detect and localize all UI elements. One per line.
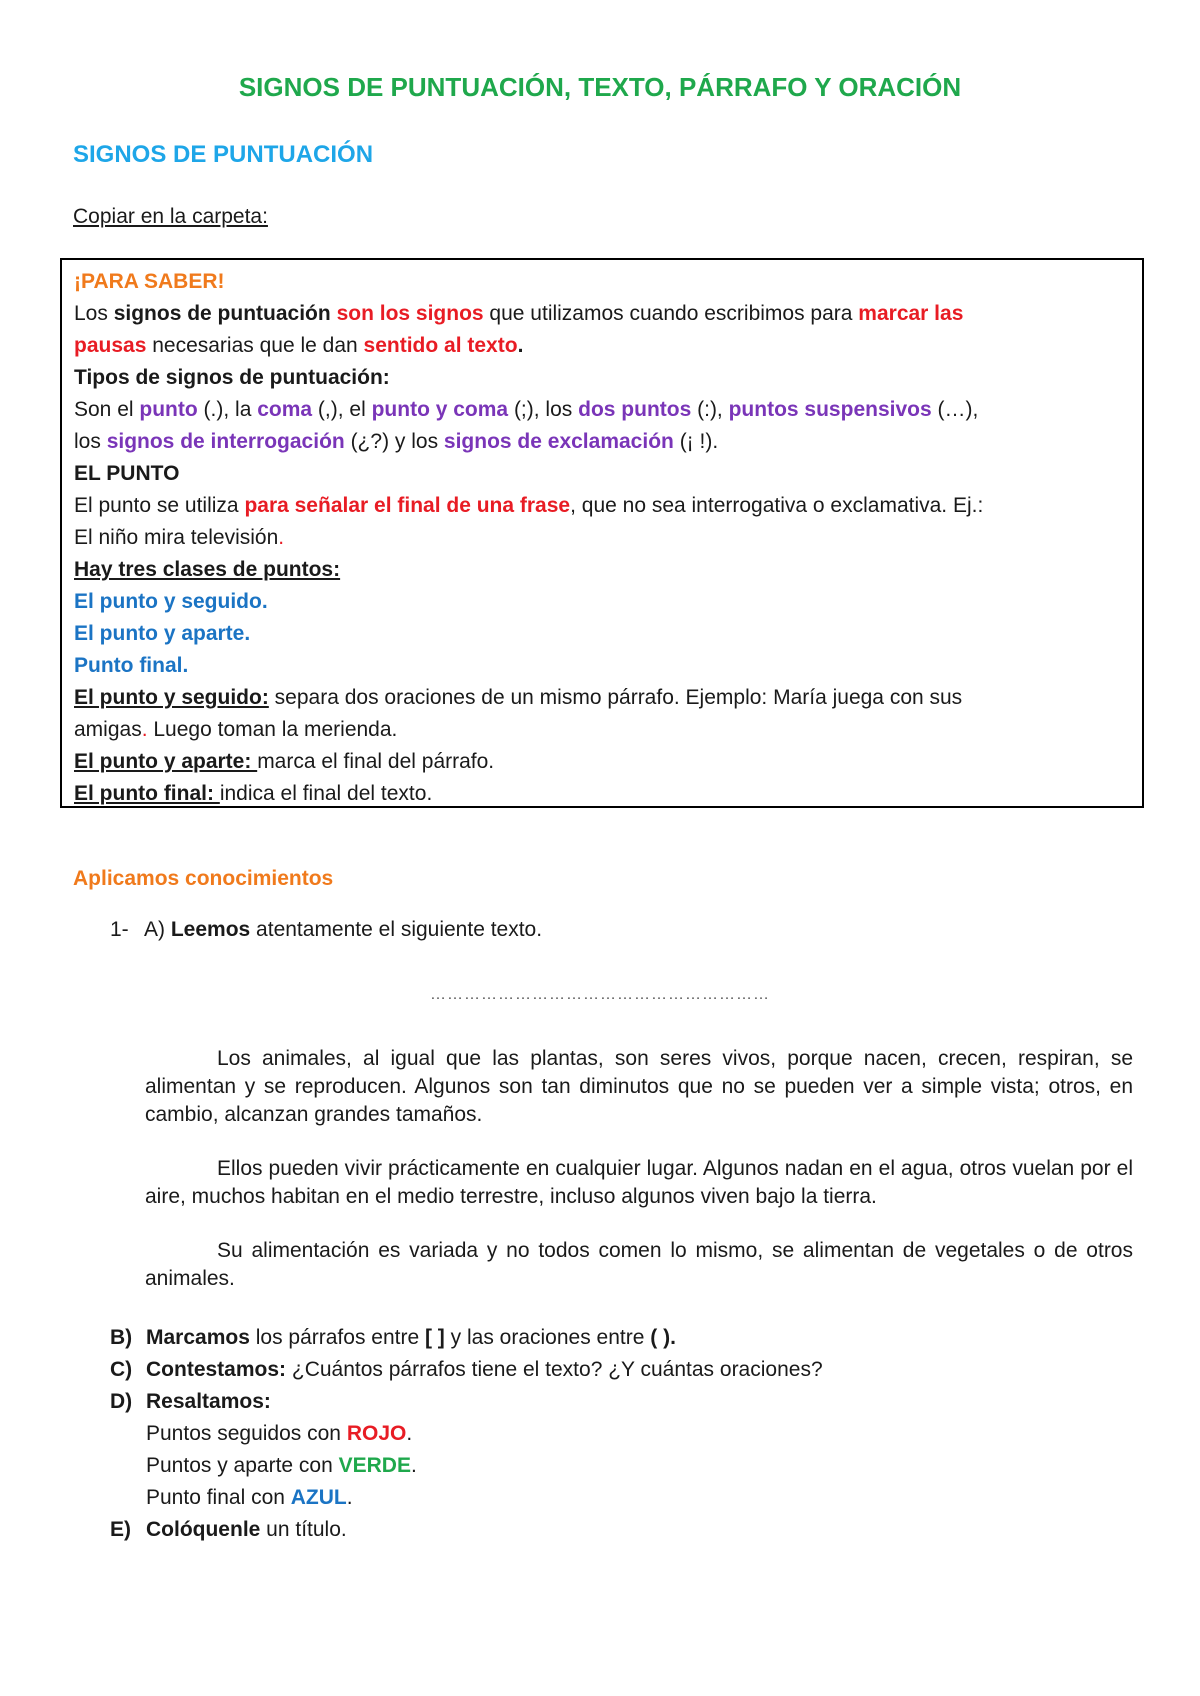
- text: Puntos y aparte con: [146, 1454, 339, 1477]
- box-line-1: [74, 298, 1130, 330]
- text-bold: El punto y seguido:: [74, 686, 269, 709]
- text-highlight: dos puntos: [578, 398, 692, 421]
- paragraph-1: Los animales, al igual que las plantas, son seres vivos, porque nacen, crecen, respiran, se alimentan y se reproducen. Algunos son tan diminutos que no se pueden ver a simple vista; otros, en cambio, alcanzan grandes tamaños.: [145, 1047, 1133, 1126]
- box-line-7: [74, 490, 1130, 522]
- box-line-3: Tipos de signos de puntuación:: [74, 366, 390, 389]
- task-d-sub-3: [110, 1482, 823, 1514]
- apply-title: Aplicamos conocimientos: [73, 867, 334, 890]
- text: y las oraciones entre: [444, 1326, 651, 1349]
- text-highlight: sentido al texto: [363, 334, 518, 357]
- text: Luego toman la merienda.: [147, 718, 398, 741]
- task-b: [110, 1322, 823, 1354]
- text-highlight: signos de interrogación: [106, 430, 345, 453]
- text: Puntos seguidos con: [146, 1422, 347, 1445]
- list-item-1: [110, 918, 542, 942]
- box-heading: ¡PARA SABER!: [74, 270, 225, 293]
- text: (…),: [931, 398, 979, 421]
- text: A): [144, 918, 171, 941]
- text-red-dot: .: [278, 526, 285, 549]
- task-d: [110, 1386, 823, 1418]
- text-highlight: son los signos: [336, 302, 484, 325]
- task-label: E): [110, 1518, 131, 1541]
- text: El niño mira televisión: [74, 526, 279, 549]
- text: Punto final con: [146, 1486, 291, 1509]
- text: atentamente el siguiente texto.: [250, 918, 543, 941]
- copy-instruction: Copiar en la carpeta:: [73, 205, 268, 228]
- box-line-6: EL PUNTO: [74, 462, 180, 485]
- text: , que no sea interrogativa o exclamativa. Ej.:: [570, 494, 984, 517]
- text-bold: El punto final:: [74, 782, 220, 805]
- text-highlight: punto y coma: [371, 398, 509, 421]
- text-bold: Contestamos:: [146, 1358, 287, 1381]
- box-line-9: Hay tres clases de puntos:: [74, 558, 341, 581]
- box-line-5: [74, 426, 1130, 458]
- task-label: C): [110, 1358, 133, 1381]
- text-bold: [ ]: [424, 1326, 445, 1349]
- text: Son el: [74, 398, 140, 421]
- task-e: [110, 1514, 823, 1546]
- box-line-10: El punto y seguido.: [74, 590, 268, 613]
- text: .: [670, 1326, 676, 1349]
- text: marca el final del párrafo.: [257, 750, 495, 773]
- text-highlight: pausas: [74, 334, 147, 357]
- box-line-14: [74, 714, 1130, 746]
- box-line-16: [74, 778, 1130, 810]
- text: (.), la: [197, 398, 258, 421]
- text: amigas: [74, 718, 142, 741]
- box-line-8: [74, 522, 1130, 554]
- text: un título.: [260, 1518, 347, 1541]
- text-bold: El punto y aparte:: [74, 750, 258, 773]
- text: .: [346, 1486, 353, 1509]
- section-title: SIGNOS DE PUNTUACIÓN: [73, 141, 374, 168]
- task-list: [110, 1322, 823, 1546]
- text-highlight: coma: [257, 398, 313, 421]
- box-line-13: [74, 682, 1130, 714]
- color-word-green: VERDE: [338, 1454, 411, 1477]
- text: (¡ !).: [673, 430, 719, 453]
- text: El punto se utiliza: [74, 494, 245, 517]
- info-box: [60, 258, 1144, 808]
- page-title: SIGNOS DE PUNTUACIÓN, TEXTO, PÁRRAFO Y ORACIÓN: [238, 72, 962, 102]
- box-line-11: El punto y aparte.: [74, 622, 251, 645]
- color-word-blue: AZUL: [290, 1486, 347, 1509]
- text: (¿?) y los: [344, 430, 444, 453]
- box-line-15: [74, 746, 1130, 778]
- box-line-4: [74, 394, 1130, 426]
- paragraph-3: Su alimentación es variada y no todos comen lo mismo, se alimentan de vegetales o de otros animales.: [145, 1239, 1133, 1290]
- text-highlight: signos de exclamación: [443, 430, 674, 453]
- text: necesarias que le dan: [146, 334, 364, 357]
- text: los párrafos entre: [249, 1326, 425, 1349]
- text: ¿Cuántos párrafos tiene el texto? ¿Y cuántas oraciones?: [286, 1358, 823, 1381]
- text-red-dot: .: [141, 718, 148, 741]
- task-d-sub-1: [110, 1418, 823, 1450]
- text: .: [410, 1454, 417, 1477]
- paragraph-2: Ellos pueden vivir prácticamente en cualquier lugar. Algunos nadan en el agua, otros vuelan por el aire, muchos habitan en el medio terrestre, incluso algunos viven bajo la tierra.: [145, 1157, 1133, 1208]
- text-bold: signos de puntuación: [113, 302, 331, 325]
- text: (,), el: [312, 398, 372, 421]
- text-bold: ( ): [650, 1326, 671, 1349]
- text: Los: [74, 302, 114, 325]
- text-highlight: puntos suspensivos: [728, 398, 932, 421]
- text-highlight: para señalar el final de una frase: [244, 494, 571, 517]
- text: (:),: [691, 398, 729, 421]
- text-highlight: punto: [139, 398, 198, 421]
- dotted-separator: ……………………………………………………: [430, 986, 770, 1003]
- task-d-sub-2: [110, 1450, 823, 1482]
- box-line-2: [74, 330, 1130, 362]
- text: (;), los: [508, 398, 579, 421]
- color-word-red: ROJO: [346, 1422, 407, 1445]
- task-label: B): [110, 1326, 133, 1349]
- task-label: D): [110, 1390, 133, 1413]
- box-line-12: Punto final.: [74, 654, 189, 677]
- text: .: [517, 334, 524, 357]
- text-bold: Colóquenle: [146, 1518, 261, 1541]
- text-bold: Marcamos: [146, 1326, 250, 1349]
- text-bold: Resaltamos:: [146, 1390, 271, 1413]
- text: que utilizamos cuando escribimos para: [483, 302, 859, 325]
- text-bold: Leemos: [170, 918, 251, 941]
- text: separa dos oraciones de un mismo párrafo. Ejemplo: María juega con sus: [268, 686, 963, 709]
- task-c: [110, 1354, 823, 1386]
- text: .: [406, 1422, 413, 1445]
- text: indica el final del texto.: [219, 782, 433, 805]
- text-highlight: marcar las: [858, 302, 964, 325]
- item-number: 1-: [110, 918, 129, 941]
- text: los: [74, 430, 107, 453]
